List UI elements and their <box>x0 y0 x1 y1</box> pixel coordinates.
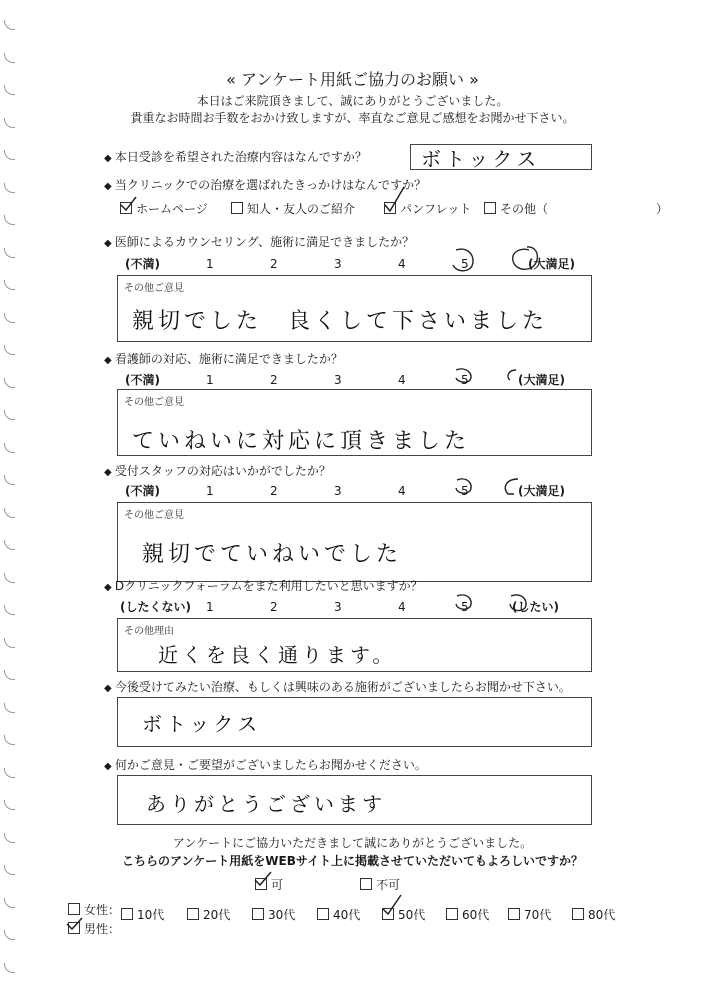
q5-scale-3[interactable]: 3 <box>334 484 342 498</box>
check-mark-icon <box>118 195 138 213</box>
q3-scale-4[interactable]: 4 <box>398 257 406 271</box>
q1-handwritten-answer: ボトックス <box>421 147 541 171</box>
binding-hole <box>4 605 15 615</box>
age-option-30s[interactable] <box>252 906 295 923</box>
check-mark-icon <box>380 893 404 917</box>
q4-scale-low: (不満) <box>125 373 160 387</box>
q3-scale-high: (大満足) <box>528 257 575 271</box>
q4-comment-label: その他ご意見 <box>124 397 184 408</box>
binding-hole <box>4 963 15 973</box>
checkbox[interactable] <box>252 908 264 920</box>
age-option-40s[interactable] <box>317 906 360 923</box>
checkbox[interactable] <box>484 202 496 214</box>
q6-question: ◆ Dクリニックフォーラムをまた利用したいと思いますか？ <box>104 579 423 594</box>
binding-hole <box>4 345 15 355</box>
q3-scale-3[interactable]: 3 <box>334 257 342 271</box>
q8-question: ◆ 何かご意見・ご要望がございましたらお聞かせください。 <box>104 758 427 773</box>
q1-answer-box[interactable] <box>410 144 592 170</box>
q2-option-label: ホームページ <box>136 202 208 216</box>
q4-scale-3[interactable]: 3 <box>334 373 342 387</box>
selection-circle-icon <box>505 244 545 274</box>
checkbox[interactable] <box>317 908 329 920</box>
selection-circle-icon <box>448 246 478 274</box>
binding-hole <box>4 248 15 258</box>
footer-thanks: アンケートにご協力いただきまして誠にありがとうございました。 <box>172 836 533 850</box>
intro-line-1: 本日はご来院頂きまして、誠にありがとうございました。 <box>196 94 509 108</box>
q2-option-label: その他（ ） <box>500 202 669 216</box>
q6-scale-5[interactable]: 5 <box>461 600 469 614</box>
q4-scale-high: (大満足) <box>518 373 565 387</box>
q8-handwritten-answer: ありがとうございます <box>146 792 386 816</box>
binding-hole <box>4 930 15 940</box>
q2-question: ◆ 当クリニックでの治療を選ばれたきっかけはなんですか？ <box>104 178 426 193</box>
checkbox[interactable] <box>572 908 584 920</box>
q4-handwritten-comment: ていねいに対応に頂きました <box>132 429 471 454</box>
q7-handwritten-answer: ボトックス <box>142 712 262 736</box>
q3-comment-box[interactable] <box>117 275 592 342</box>
q5-comment-label: その他ご意見 <box>124 510 184 521</box>
q5-scale-2[interactable]: 2 <box>270 484 278 498</box>
age-label: 10代 <box>137 908 165 922</box>
q3-scale-2[interactable]: 2 <box>270 257 278 271</box>
binding-hole <box>4 670 15 680</box>
age-label: 60代 <box>462 908 490 922</box>
q6-scale-4[interactable]: 4 <box>398 600 406 614</box>
binding-hole <box>4 800 15 810</box>
check-mark-icon <box>252 870 274 888</box>
q7-answer-box[interactable] <box>117 697 592 747</box>
q3-comment-label: その他ご意見 <box>124 283 184 294</box>
q3-scale-low: (不満) <box>125 257 160 271</box>
binding-hole <box>4 638 15 648</box>
q5-scale-low: (不満) <box>125 484 160 498</box>
binding-hole <box>4 150 15 160</box>
checkbox[interactable] <box>68 903 80 915</box>
binding-hole <box>4 410 15 420</box>
checkbox[interactable] <box>360 878 372 890</box>
binding-hole <box>4 768 15 778</box>
selection-circle-icon <box>452 592 476 612</box>
q5-scale-high: (大満足) <box>518 484 565 498</box>
age-option-20s[interactable] <box>187 906 230 923</box>
age-label: 70代 <box>524 908 552 922</box>
gender-female-label: 女性： <box>84 903 121 917</box>
footer-permission-question: こちらのアンケート用紙をWEBサイト上に掲載させていただいてもよろしいですか？ <box>121 854 584 868</box>
binding-hole <box>4 53 15 63</box>
binding-hole <box>4 443 15 453</box>
q5-scale-5[interactable]: 5 <box>461 484 469 498</box>
selection-circle-icon <box>505 592 531 614</box>
check-mark-icon <box>64 916 84 932</box>
q5-scale-1[interactable]: 1 <box>206 484 214 498</box>
q3-handwritten-comment: 親切でした 良くして下さいました <box>132 309 549 334</box>
age-option-80s[interactable] <box>572 906 615 923</box>
age-option-10s[interactable] <box>121 906 164 923</box>
q6-scale-low: (したくない) <box>120 600 191 614</box>
selection-circle-icon <box>502 367 520 383</box>
permission-no-option[interactable] <box>360 876 400 893</box>
q2-option-label: 知人・友人のご紹介 <box>247 202 356 216</box>
q3-scale-5[interactable]: 5 <box>461 257 469 271</box>
binding-hole <box>4 898 15 908</box>
q4-scale-5[interactable]: 5 <box>461 373 469 387</box>
selection-circle-icon <box>452 476 476 496</box>
binding-hole <box>4 215 15 225</box>
q4-scale-2[interactable]: 2 <box>270 373 278 387</box>
q6-comment-label: その他理由 <box>124 626 174 637</box>
q6-scale-1[interactable]: 1 <box>206 600 214 614</box>
binding-hole <box>4 378 15 388</box>
q5-handwritten-comment: 親切でていねいでした <box>142 542 403 567</box>
checkbox[interactable] <box>121 908 133 920</box>
q8-answer-box[interactable] <box>117 775 592 825</box>
q5-question: ◆ 受付スタッフの対応はいかがでしたか？ <box>104 464 331 479</box>
permission-no-label: 不可 <box>376 878 401 892</box>
survey-title: « アンケート用紙ご協力のお願い » <box>226 70 479 89</box>
q3-question: ◆ 医師によるカウンセリング、施術に満足できましたか？ <box>104 235 414 250</box>
q6-scale-high: (したい) <box>512 600 559 614</box>
binding-hole <box>4 313 15 323</box>
q4-comment-box[interactable] <box>117 389 592 456</box>
gender-male-label: 男性： <box>84 922 121 936</box>
selection-circle-icon <box>452 366 476 384</box>
age-label: 40代 <box>333 908 361 922</box>
q2-option-other[interactable] <box>484 200 668 217</box>
q5-comment-box[interactable] <box>117 502 592 582</box>
check-mark-icon <box>381 185 407 213</box>
age-option-60s[interactable] <box>446 906 489 923</box>
binding-hole <box>4 573 15 583</box>
q2-option-referral[interactable] <box>231 200 355 217</box>
binding-hole <box>4 540 15 550</box>
age-label: 50代 <box>398 908 426 922</box>
selection-circle-icon <box>500 476 522 498</box>
q1-question: ◆ 本日受診を希望された治療内容はなんですか？ <box>104 150 367 165</box>
q6-scale-2[interactable]: 2 <box>270 600 278 614</box>
binding-hole <box>4 183 15 193</box>
q6-scale-3[interactable]: 3 <box>334 600 342 614</box>
binding-hole <box>4 20 15 30</box>
binding-hole <box>4 735 15 745</box>
q7-question: ◆ 今後受けてみたい治療、もしくは興味のある施術がございましたらお聞かせ下さい。 <box>104 680 571 695</box>
binding-hole <box>4 703 15 713</box>
permission-yes-label: 可 <box>271 878 284 892</box>
q3-scale-1[interactable]: 1 <box>206 257 214 271</box>
q2-option-label: パンフレット <box>400 202 472 216</box>
q4-scale-1[interactable]: 1 <box>206 373 214 387</box>
binding-hole <box>4 475 15 485</box>
age-label: 30代 <box>268 908 296 922</box>
q6-handwritten-comment: 近くを良く通ります。 <box>158 643 397 667</box>
q5-scale-4[interactable]: 4 <box>398 484 406 498</box>
binding-hole <box>4 508 15 518</box>
q4-question: ◆ 看護師の対応、施術に満足できましたか？ <box>104 352 343 367</box>
q4-scale-4[interactable]: 4 <box>398 373 406 387</box>
age-label: 20代 <box>203 908 231 922</box>
checkbox[interactable] <box>231 202 243 214</box>
age-label: 80代 <box>588 908 616 922</box>
age-option-70s[interactable] <box>508 906 551 923</box>
q6-comment-box[interactable] <box>117 618 592 672</box>
checkbox[interactable] <box>508 908 520 920</box>
intro-line-2: 貴重なお時間お手数をおかけ致しますが、率直なご意見ご感想をお聞かせ下さい。 <box>130 111 575 125</box>
checkbox[interactable] <box>187 908 199 920</box>
checkbox[interactable] <box>446 908 458 920</box>
binding-hole <box>4 280 15 290</box>
